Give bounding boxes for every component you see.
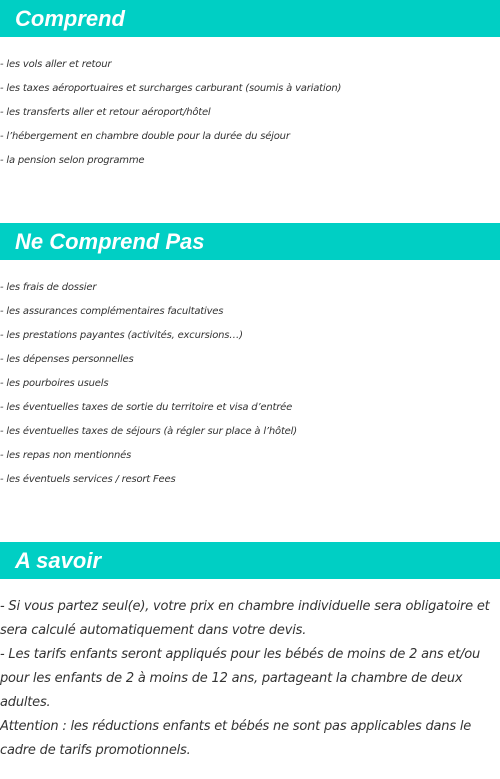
list-item: - les vols aller et retour [0,59,112,70]
section-a-savoir [0,542,500,763]
list-item: - les assurances complémentaires facultatives [0,306,224,317]
note-paragraph: - Les tarifs enfants seront appliqués pour les bébés de moins de 2 ans et/ou pour les enfants de 2 à moins de 12 ans, partageant la chambre de deux adultes. [0,647,481,710]
section-ne-comprend-pas [0,223,500,492]
section-title-ne-comprend-pas: Ne Comprend Pas [0,223,500,260]
list-item: - les prestations payantes (activités, excursions…) [0,330,243,341]
list-item: - les frais de dossier [0,282,97,293]
included-list [0,53,500,173]
section-title-a-savoir: A savoir [0,542,500,579]
note-paragraph: Attention : les réductions enfants et bébés ne sont pas applicables dans le cadre de tarifs promotionnels. [0,719,472,758]
list-item: - les taxes aéroportuaires et surcharges carburant (soumis à variation) [0,83,342,94]
section-title-comprend: Comprend [0,0,500,37]
note-paragraph: - Si vous partez seul(e), votre prix en chambre individuelle sera obligatoire et sera calculé automatiquement dans votre devis. [0,599,490,638]
list-item: - les pourboires usuels [0,378,109,389]
list-item: - l’hébergement en chambre double pour la durée du séjour [0,131,290,142]
list-item: - les éventuelles taxes de sortie du territoire et visa d’entrée [0,402,293,413]
not-included-list [0,276,500,492]
list-item: - la pension selon programme [0,155,145,166]
list-item: - les dépenses personnelles [0,354,134,365]
notes-block [0,595,500,763]
section-comprend [0,0,500,173]
list-item: - les éventuels services / resort Fees [0,474,176,485]
list-item: - les transferts aller et retour aéroport/hôtel [0,107,211,118]
list-item: - les repas non mentionnés [0,450,132,461]
list-item: - les éventuelles taxes de séjours (à régler sur place à l’hôtel) [0,426,297,437]
